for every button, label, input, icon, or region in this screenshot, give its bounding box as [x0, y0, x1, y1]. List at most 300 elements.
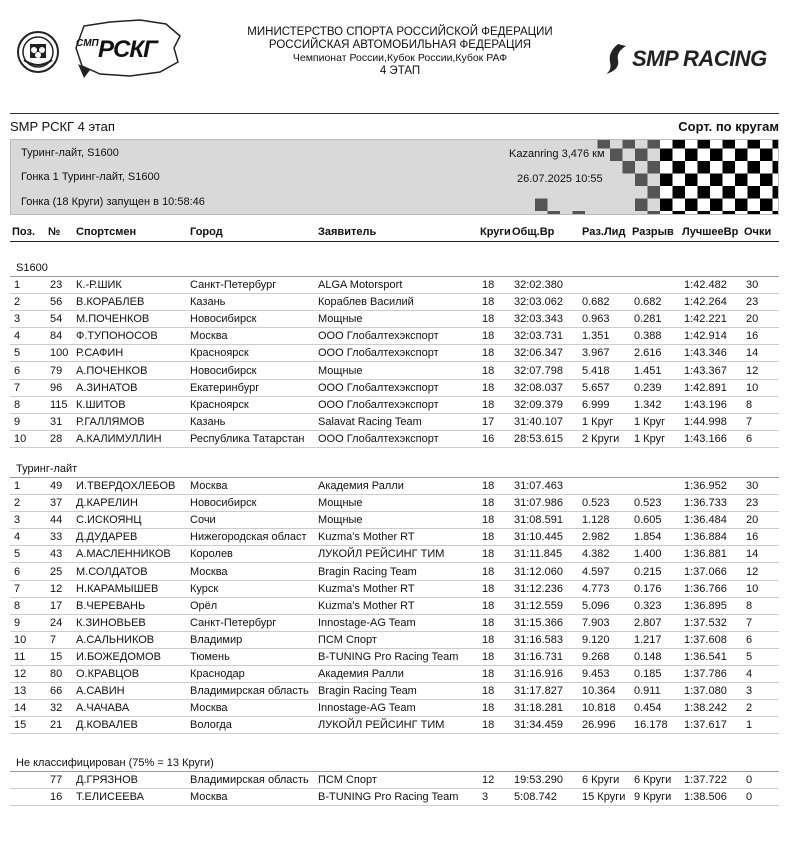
cell-best-lap: 1:36.484: [684, 514, 727, 527]
cell-city: Москва: [190, 702, 228, 715]
cell-driver: И.БОЖЕДОМОВ: [76, 651, 161, 663]
row-divider: [10, 545, 779, 546]
cell-city: Нижегородская област: [190, 531, 307, 544]
row-divider: [10, 293, 779, 294]
cell-total-time: 31:08.591: [514, 514, 563, 527]
row-divider: [10, 413, 779, 414]
cell-pos: 11: [14, 651, 26, 663]
cell-driver: К.ЗИНОВЬЕВ: [76, 616, 146, 629]
cell-best-lap: 1:43.196: [684, 398, 727, 411]
cell-team: ООО Глобалтехэкспорт: [318, 330, 439, 343]
cell-gap-leader: 1.128: [582, 514, 610, 527]
cell-gap-leader: 0.963: [582, 313, 610, 326]
row-divider: [10, 699, 779, 700]
row-divider: [10, 379, 779, 380]
cell-total-time: 31:17.827: [514, 685, 563, 698]
cell-total-time: 31:10.445: [514, 531, 563, 544]
col-pos: Поз.: [12, 226, 36, 238]
cell-car-number: 12: [50, 582, 63, 595]
cell-city: Владимир: [190, 633, 243, 646]
cell-gap-leader: 9.120: [582, 633, 610, 646]
cell-total-time: 28:53.615: [514, 432, 563, 445]
table-row: [0, 416, 791, 430]
cell-driver: А.КАЛИМУЛЛИН: [76, 432, 162, 445]
cell-team: B-TUNING Pro Racing Team: [318, 651, 459, 663]
table-row: [0, 382, 791, 396]
cell-best-lap: 1:36.895: [684, 599, 727, 612]
table-row: [0, 791, 791, 805]
cell-points: 30: [746, 279, 759, 291]
col-city: Город: [190, 226, 223, 238]
cell-laps: 18: [482, 582, 495, 595]
cell-total-time: 31:12.559: [514, 599, 563, 612]
cell-best-lap: 1:38.242: [684, 702, 727, 715]
section-divider: [10, 477, 779, 478]
cell-points: 10: [746, 381, 759, 394]
cell-total-time: 31:16.583: [514, 633, 563, 646]
cell-total-time: 31:16.731: [514, 651, 563, 663]
cell-car-number: 23: [50, 279, 63, 291]
cell-laps: 18: [482, 651, 495, 663]
cell-best-lap: 1:37.786: [684, 668, 727, 681]
cell-gap-leader: 6.999: [582, 398, 610, 411]
cell-city: Санкт-Петербург: [190, 616, 277, 629]
cell-team: Kuzma's Mother RT: [318, 599, 415, 612]
col-team: Заявитель: [318, 226, 377, 238]
cell-gap: 1.400: [634, 548, 662, 561]
cell-laps: 18: [482, 347, 495, 360]
cell-total-time: 31:07.986: [514, 497, 563, 510]
cell-best-lap: 1:43.166: [684, 432, 727, 445]
column-header-divider: [10, 241, 779, 242]
cell-team: B-TUNING Pro Racing Team: [318, 791, 459, 804]
cell-points: 5: [746, 651, 753, 663]
col-laps: Круги: [480, 226, 511, 238]
cell-total-time: 32:02.380: [514, 279, 563, 291]
cell-laps: 18: [482, 514, 495, 527]
cell-driver: А.ЧАЧАВА: [76, 702, 130, 715]
cell-driver: А.ЗИНАТОВ: [76, 381, 138, 394]
cell-car-number: 15: [50, 651, 63, 663]
cell-laps: 18: [482, 548, 495, 561]
cell-car-number: 24: [50, 616, 63, 629]
cell-city: Республика Татарстан: [190, 432, 305, 445]
cell-driver: К.-Р.ШИК: [76, 279, 122, 291]
cell-best-lap: 1:42.914: [684, 330, 727, 343]
cell-points: 12: [746, 364, 759, 377]
cell-gap-leader: 5.657: [582, 381, 610, 394]
cell-team: Innostage-AG Team: [318, 616, 416, 629]
cell-gap-leader: 0.523: [582, 497, 610, 510]
cell-gap-leader: 10.364: [582, 685, 616, 698]
cell-best-lap: 1:43.346: [684, 347, 727, 360]
cell-driver: Р.ГАЛЛЯМОВ: [76, 415, 145, 428]
cell-gap: 1 Круг: [634, 432, 666, 445]
cell-team: ООО Глобалтехэкспорт: [318, 432, 439, 445]
cell-points: 1: [746, 719, 753, 732]
rskg-small-label: СМП: [76, 38, 99, 49]
cell-points: 0: [746, 791, 753, 804]
cell-gap: 6 Круги: [634, 774, 672, 786]
cell-pos: 8: [14, 398, 21, 411]
row-divider: [10, 361, 779, 362]
cell-city: Курск: [190, 582, 219, 595]
cell-city: Краснодар: [190, 668, 245, 681]
cell-driver: С.ИСКОЯНЦ: [76, 514, 142, 527]
smp-racing-logo: [604, 42, 767, 76]
cell-total-time: 31:11.845: [514, 548, 563, 561]
cell-gap-leader: 4.597: [582, 565, 610, 578]
cell-city: Казань: [190, 415, 226, 428]
header-ministry: МИНИСТЕРСТВО СПОРТА РОССИЙСКОЙ ФЕДЕРАЦИИ: [247, 26, 553, 38]
cell-points: 16: [746, 531, 759, 544]
table-row: [0, 774, 791, 788]
cell-laps: 18: [482, 296, 495, 309]
row-divider: [10, 805, 779, 806]
cell-car-number: 115: [50, 398, 68, 411]
cell-gap: 0.239: [634, 381, 662, 394]
cell-points: 2: [746, 702, 753, 715]
cell-team: Kuzma's Mother RT: [318, 582, 415, 595]
table-row: [0, 719, 791, 733]
cell-car-number: 7: [50, 633, 57, 646]
cell-driver: О.КРАВЦОВ: [76, 668, 140, 681]
cell-gap: 0.454: [634, 702, 662, 715]
smp-flag-icon: [604, 42, 630, 76]
sort-label: Сорт. по кругам: [678, 119, 779, 134]
table-row: [0, 566, 791, 580]
cell-laps: 18: [482, 719, 495, 732]
cell-driver: Д.КОВАЛЕВ: [76, 719, 138, 732]
cell-laps: 3: [482, 791, 489, 804]
cell-gap-leader: 15 Круги: [582, 791, 626, 804]
cell-pos: 5: [14, 548, 21, 561]
cell-team: Salavat Racing Team: [318, 415, 422, 428]
cell-car-number: 77: [50, 774, 63, 786]
cell-car-number: 80: [50, 668, 63, 681]
col-points: Очки: [744, 226, 772, 238]
cell-city: Вологда: [190, 719, 232, 732]
cell-city: Москва: [190, 565, 228, 578]
cell-total-time: 5:08.742: [514, 791, 557, 804]
cell-best-lap: 1:42.264: [684, 296, 727, 309]
cell-laps: 18: [482, 313, 495, 326]
cell-car-number: 28: [50, 432, 63, 445]
col-gap: Разрыв: [632, 226, 674, 238]
table-row: [0, 634, 791, 648]
cell-points: 12: [746, 565, 759, 578]
cell-total-time: 31:34.459: [514, 719, 563, 732]
table-row: [0, 617, 791, 631]
cell-car-number: 31: [50, 415, 63, 428]
cell-best-lap: 1:36.766: [684, 582, 727, 595]
row-divider: [10, 310, 779, 311]
header-federation: РОССИЙСКАЯ АВТОМОБИЛЬНАЯ ФЕДЕРАЦИЯ: [268, 39, 532, 51]
col-gap-leader: Раз.Лид: [582, 226, 626, 238]
cell-pos: 10: [14, 633, 27, 646]
col-driver: Спортсмен: [76, 226, 137, 238]
cell-total-time: 32:06.347: [514, 347, 563, 360]
cell-pos: 3: [14, 514, 21, 527]
cell-team: Кораблев Василий: [318, 296, 414, 309]
cell-team: ЛУКОЙЛ РЕЙСИНГ ТИМ: [318, 719, 445, 732]
track-label: Kazanring 3,476 км: [509, 148, 605, 160]
cell-gap: 1.854: [634, 531, 662, 544]
cell-points: 8: [746, 599, 753, 612]
cell-pos: 3: [14, 313, 21, 326]
cell-laps: 18: [482, 279, 495, 291]
cell-gap-leader: 3.967: [582, 347, 610, 360]
cell-driver: В.ЧЕРЕВАНЬ: [76, 599, 146, 612]
cell-laps: 18: [482, 616, 495, 629]
cell-pos: 2: [14, 296, 21, 309]
cell-gap-leader: 5.418: [582, 364, 610, 377]
cell-best-lap: 1:37.066: [684, 565, 727, 578]
cell-gap: 0.281: [634, 313, 662, 326]
cell-city: Владимирская область: [190, 774, 309, 786]
start-line: Гонка (18 Круги) запущен в 10:58:46: [21, 196, 205, 208]
cell-pos: 9: [14, 415, 21, 428]
cell-gap-leader: 10.818: [582, 702, 616, 715]
cell-total-time: 32:03.343: [514, 313, 563, 326]
cell-gap-leader: 6 Круги: [582, 774, 620, 786]
cell-gap-leader: 4.382: [582, 548, 610, 561]
cell-car-number: 54: [50, 313, 63, 326]
cell-car-number: 43: [50, 548, 63, 561]
cell-laps: 18: [482, 480, 495, 492]
cell-gap: 0.148: [634, 651, 662, 663]
row-divider: [10, 788, 779, 789]
cell-laps: 18: [482, 565, 495, 578]
cell-pos: 13: [14, 685, 27, 698]
row-divider: [10, 562, 779, 563]
cell-total-time: 19:53.290: [514, 774, 563, 786]
cell-team: ООО Глобалтехэкспорт: [318, 381, 439, 394]
col-best: ЛучшееВр: [682, 226, 739, 238]
cell-team: ООО Глобалтехэкспорт: [318, 398, 439, 411]
cell-points: 4: [746, 668, 753, 681]
cell-best-lap: 1:43.367: [684, 364, 727, 377]
cell-points: 7: [746, 415, 753, 428]
cell-gap-leader: 9.268: [582, 651, 610, 663]
cell-team: Innostage-AG Team: [318, 702, 416, 715]
row-divider: [10, 716, 779, 717]
cell-team: Мощные: [318, 497, 363, 510]
cell-car-number: 21: [50, 719, 63, 732]
cell-best-lap: 1:42.482: [684, 279, 727, 291]
cell-gap: 0.605: [634, 514, 662, 527]
cell-gap: 0.176: [634, 582, 662, 595]
cell-gap-leader: 2.982: [582, 531, 610, 544]
row-divider: [10, 494, 779, 495]
race-line: Гонка 1 Туринг-лайт, S1600: [21, 171, 160, 183]
table-row: [0, 583, 791, 597]
cell-laps: 18: [482, 497, 495, 510]
row-divider: [10, 682, 779, 683]
cell-car-number: 33: [50, 531, 63, 544]
cell-car-number: 49: [50, 480, 63, 492]
cell-best-lap: 1:42.891: [684, 381, 727, 394]
cell-points: 10: [746, 582, 759, 595]
cell-driver: Т.ЕЛИСЕЕВА: [76, 791, 144, 804]
row-divider: [10, 327, 779, 328]
page-title: SMP РСКГ 4 этап: [10, 119, 115, 134]
cell-pos: 4: [14, 531, 21, 544]
cell-gap: 1.217: [634, 633, 662, 646]
cell-best-lap: 1:36.884: [684, 531, 727, 544]
ministry-emblem-icon: [16, 30, 60, 74]
row-divider: [10, 344, 779, 345]
cell-pos: 2: [14, 497, 21, 510]
cell-city: Казань: [190, 296, 226, 309]
table-row: [0, 330, 791, 344]
cell-gap: 0.523: [634, 497, 662, 510]
cell-total-time: 31:12.060: [514, 565, 563, 578]
cell-gap: 0.185: [634, 668, 662, 681]
cell-driver: Д.КАРЕЛИН: [76, 497, 138, 510]
cell-points: 7: [746, 616, 753, 629]
cell-pos: 6: [14, 364, 21, 377]
section-divider: [10, 276, 779, 277]
cell-gap: 0.323: [634, 599, 662, 612]
cell-best-lap: 1:37.608: [684, 633, 727, 646]
header-text: [220, 26, 580, 78]
cell-total-time: 32:08.037: [514, 381, 563, 394]
row-divider: [10, 665, 779, 666]
cell-points: 16: [746, 330, 759, 343]
row-divider: [10, 733, 779, 734]
cell-car-number: 79: [50, 364, 63, 377]
cell-city: Красноярск: [190, 347, 249, 360]
cell-pos: 9: [14, 616, 21, 629]
cell-best-lap: 1:37.080: [684, 685, 727, 698]
row-divider: [10, 528, 779, 529]
cell-pos: 8: [14, 599, 21, 612]
cell-gap-leader: 0.682: [582, 296, 610, 309]
cell-points: 0: [746, 774, 753, 786]
cell-gap: 0.682: [634, 296, 662, 309]
cell-best-lap: 1:36.541: [684, 651, 727, 663]
cell-best-lap: 1:37.722: [684, 774, 727, 786]
table-row: [0, 313, 791, 327]
col-num: №: [48, 226, 61, 238]
cell-gap-leader: 26.996: [582, 719, 616, 732]
cell-car-number: 25: [50, 565, 63, 578]
cell-team: ALGA Motorsport: [318, 279, 403, 291]
cell-driver: А.САВИН: [76, 685, 125, 698]
cell-driver: А.ПОЧЕНКОВ: [76, 364, 148, 377]
cell-gap: 1 Круг: [634, 415, 666, 428]
header-divider: [10, 113, 779, 114]
cell-team: Kuzma's Mother RT: [318, 531, 415, 544]
rskg-label: РСКГ: [98, 36, 157, 63]
cell-team: ПСМ Спорт: [318, 633, 377, 646]
cell-total-time: 31:16.916: [514, 668, 563, 681]
table-row: [0, 702, 791, 716]
title-bar: [10, 117, 779, 135]
cell-best-lap: 1:37.617: [684, 719, 727, 732]
cell-best-lap: 1:38.506: [684, 791, 727, 804]
cell-city: Екатеринбург: [190, 381, 260, 394]
cell-gap-leader: 7.903: [582, 616, 610, 629]
col-total: Общ.Вр: [512, 226, 555, 238]
table-row: [0, 651, 791, 665]
table-row: [0, 480, 791, 494]
cell-points: 8: [746, 398, 753, 411]
table-row: [0, 279, 791, 293]
cell-gap: 1.451: [634, 364, 662, 377]
cell-total-time: 32:03.062: [514, 296, 563, 309]
cell-points: 30: [746, 480, 759, 492]
cell-total-time: 31:12.236: [514, 582, 563, 595]
cell-total-time: 31:40.107: [514, 415, 563, 428]
cell-team: Bragin Racing Team: [318, 685, 417, 698]
cell-car-number: 96: [50, 381, 63, 394]
cell-gap: 2.616: [634, 347, 662, 360]
cell-gap-leader: 9.453: [582, 668, 610, 681]
section-title: Не классифицирован (75% = 13 Круги): [16, 757, 214, 769]
cell-driver: А.САЛЬНИКОВ: [76, 633, 155, 646]
cell-team: Мощные: [318, 514, 363, 527]
table-row: [0, 433, 791, 447]
cell-laps: 18: [482, 702, 495, 715]
cell-best-lap: 1:36.952: [684, 480, 727, 492]
cell-driver: Д.ДУДАРЕВ: [76, 531, 138, 544]
cell-city: Тюмень: [190, 651, 230, 663]
cell-car-number: 17: [50, 599, 63, 612]
cell-team: ООО Глобалтехэкспорт: [318, 347, 439, 360]
row-divider: [10, 597, 779, 598]
cell-laps: 16: [482, 432, 495, 445]
section-divider: [10, 771, 779, 772]
cell-laps: 18: [482, 330, 495, 343]
race-datetime: 26.07.2025 10:55: [517, 173, 603, 185]
cell-city: Владимирская область: [190, 685, 309, 698]
cell-driver: И.ТВЕРДОХЛЕБОВ: [76, 480, 176, 492]
cell-laps: 18: [482, 364, 495, 377]
cell-points: 23: [746, 497, 759, 510]
row-divider: [10, 631, 779, 632]
cell-gap: 2.807: [634, 616, 662, 629]
cell-car-number: 66: [50, 685, 63, 698]
cell-car-number: 44: [50, 514, 63, 527]
cell-city: Новосибирск: [190, 364, 257, 377]
row-divider: [10, 396, 779, 397]
cell-car-number: 56: [50, 296, 63, 309]
cell-gap: 0.911: [634, 685, 661, 698]
cell-points: 20: [746, 514, 759, 527]
cell-city: Москва: [190, 791, 228, 804]
cell-laps: 18: [482, 381, 495, 394]
cell-laps: 18: [482, 398, 495, 411]
cell-team: Мощные: [318, 364, 363, 377]
cell-city: Новосибирск: [190, 497, 257, 510]
row-divider: [10, 614, 779, 615]
cell-city: Москва: [190, 330, 228, 343]
cell-city: Сочи: [190, 514, 216, 527]
cell-driver: В.КОРАБЛЕВ: [76, 296, 145, 309]
cell-driver: К.ШИТОВ: [76, 398, 126, 411]
cell-total-time: 32:09.379: [514, 398, 563, 411]
cell-driver: Р.САФИН: [76, 347, 124, 360]
cell-driver: Д.ГРЯЗНОВ: [76, 774, 138, 786]
cell-pos: 14: [14, 702, 27, 715]
cell-points: 23: [746, 296, 759, 309]
cell-pos: 7: [14, 381, 21, 394]
table-row: [0, 685, 791, 699]
cell-gap: 16.178: [634, 719, 668, 732]
cell-team: ПСМ Спорт: [318, 774, 377, 786]
